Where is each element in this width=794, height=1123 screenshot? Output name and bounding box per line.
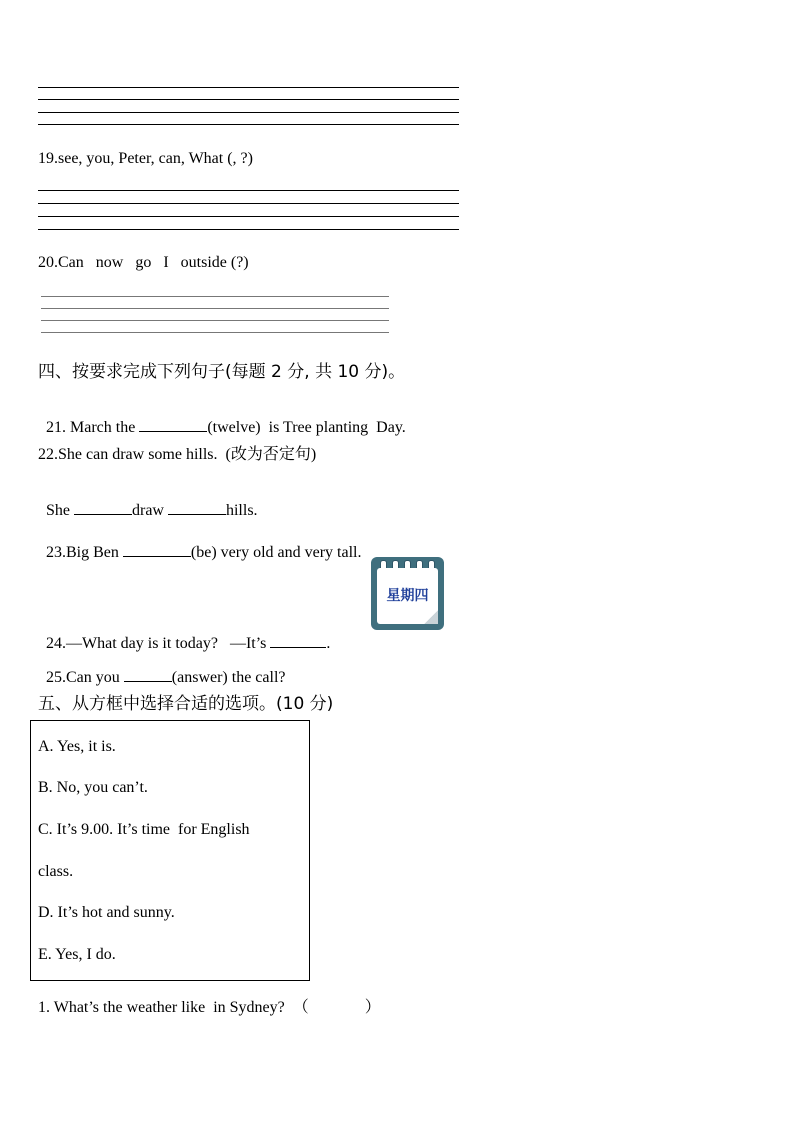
answer-line[interactable] [38,112,459,113]
answer-blank[interactable] [124,667,172,682]
answer-line[interactable] [38,124,459,125]
answer-line[interactable] [38,216,459,217]
question-20: 20.Can now go I outside (?) [38,254,249,271]
answer-line[interactable] [41,296,389,297]
answer-line[interactable] [41,332,389,333]
question-22-text-b: draw [132,502,168,519]
calendar-page [377,568,438,624]
question-25-suffix: (answer) the call? [171,669,286,686]
question-21-prefix: 21. March the [46,419,140,436]
question-23-suffix: (be) very old and very tall. [190,544,362,561]
answer-line[interactable] [38,203,459,204]
question-19: 19.see, you, Peter, can, What (, ?) [38,150,253,167]
calendar-icon [371,557,444,630]
question-24 [38,615,330,653]
answer-blank[interactable] [123,542,191,557]
question-21-suffix: (twelve) is Tree planting Day. [207,419,406,436]
question-25 [38,649,286,687]
option-c-continued: class. [38,863,74,880]
section-4-heading: 四、按要求完成下列句子(每题 2 分, 共 10 分)。 [38,362,406,382]
option-a: A. Yes, it is. [38,738,116,755]
question-23 [38,524,362,562]
section-5-heading: 五、从方框中选择合适的选项。(10 分) [38,694,334,714]
answer-blank[interactable] [74,500,132,515]
question-21 [38,399,406,437]
option-d: D. It’s hot and sunny. [38,904,175,921]
option-e: E. Yes, I do. [38,946,116,963]
answer-line[interactable] [38,99,459,100]
question-23-prefix: 23.Big Ben [46,544,123,561]
answer-blank[interactable] [270,633,326,648]
answer-line[interactable] [38,87,459,88]
question-22: 22.She can draw some hills. (改为否定句) [38,446,317,463]
answer-line[interactable] [41,320,389,321]
section-5-question-1: 1. What’s the weather like in Sydney? （ ） [38,999,381,1016]
question-24-suffix: . [326,635,331,652]
question-24-prefix: 24.—What day is it today? —It’s [46,635,271,652]
question-22-text-a: She [46,502,74,519]
answer-line[interactable] [38,190,459,191]
calendar-day-label: 星期四 [386,588,429,604]
question-22-text-c: hills. [225,502,258,519]
question-25-prefix: 25.Can you [46,669,124,686]
answer-line[interactable] [41,308,389,309]
question-22-answer-line [38,482,258,520]
option-c: C. It’s 9.00. It’s time for English [38,821,250,838]
option-b: B. No, you can’t. [38,779,148,796]
answer-line[interactable] [38,229,459,230]
calendar-page-curl [424,610,438,624]
options-box [30,720,310,981]
answer-blank[interactable] [139,417,207,432]
answer-blank[interactable] [168,500,226,515]
